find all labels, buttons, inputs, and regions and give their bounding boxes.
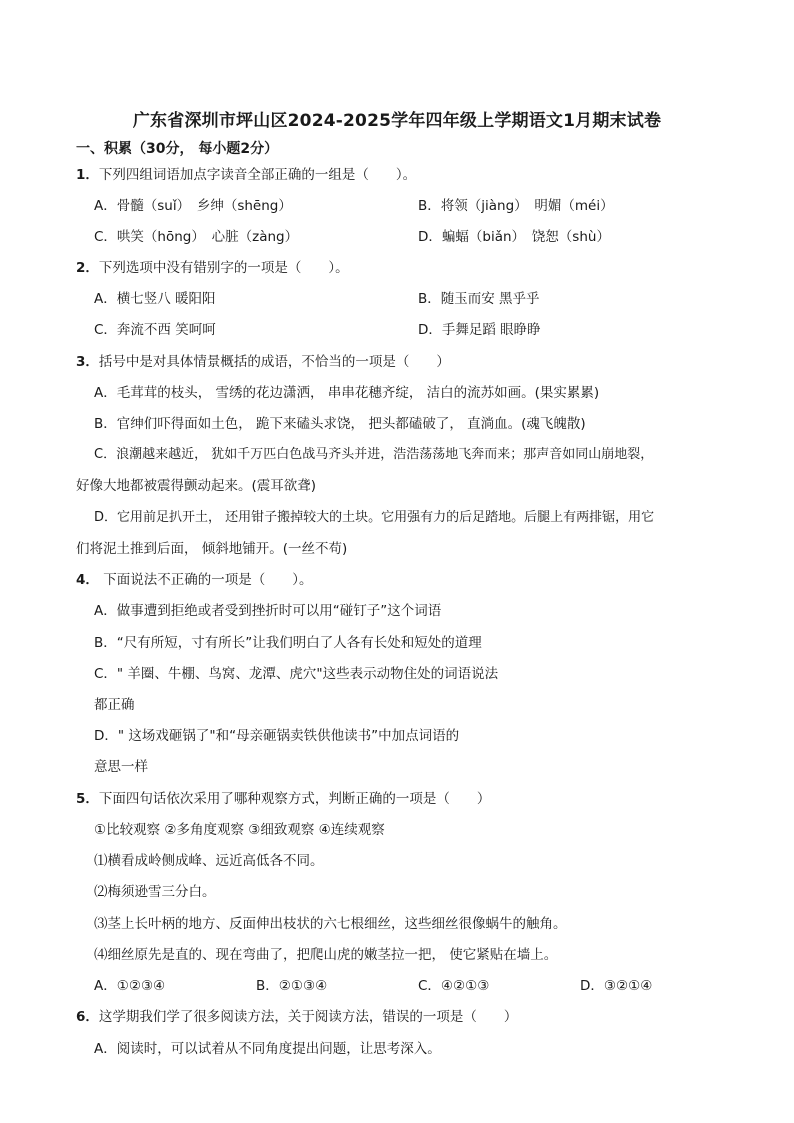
question-stem: 下列四组词语加点字读音全部正确的一组是（ ）。 (98, 167, 417, 183)
option-c-continued: 都正确 (94, 697, 135, 713)
question-stem: 下面说法不正确的一项是（ ）。 (98, 572, 313, 588)
option-b: B．官绅们吓得面如土色， 跪下来磕头求饶， 把头都磕破了， 直淌血。(魂飞魄散) (94, 416, 586, 432)
option-a: A．骨髓（suǐ） 乡绅（shēng） (94, 198, 292, 214)
question-4 (76, 571, 312, 589)
question-stem: 括号中是对具体情景概括的成语，不恰当的一项是（ ） (98, 354, 450, 370)
option-c: C．浪潮越来越近， 犹如千万匹白色战马齐头并进，浩浩荡荡地飞奔而来；那声音如同山崩地裂， (94, 447, 654, 462)
sentence-3: ⑶茎上长叶柄的地方、反面伸出枝状的六七根细丝，这些细丝很像蜗牛的触角。 (94, 916, 567, 932)
question-stem: 这学期我们学了很多阅读方法，关于阅读方法，错误的一项是（ ） (98, 1009, 518, 1025)
question-3 (76, 353, 450, 371)
option-a: A．阅读时，可以试着从不同角度提出问题，让思考深入。 (94, 1041, 441, 1057)
question-2 (76, 259, 349, 277)
option-a: A．毛茸茸的枝头， 雪绣的花边潇洒， 串串花穗齐绽， 洁白的流苏如画。(果实累累) (94, 385, 600, 401)
observation-methods: ①比较观察 ②多角度观察 ③细致观察 ④连续观察 (94, 822, 385, 838)
question-stem: 下列选项中没有错别字的一项是（ ）。 (98, 260, 349, 276)
question-6 (76, 1008, 517, 1026)
question-stem: 下面四句话依次采用了哪种观察方式，判断正确的一项是（ ） (98, 791, 491, 807)
question-number: 6． (76, 1009, 99, 1025)
option-b: B．②①③④ (256, 978, 328, 994)
option-d: D．" 这场戏砸锅了"和“母亲砸锅卖铁供他读书”中加点词语的 (94, 728, 460, 744)
option-d: D．③②①④ (580, 978, 653, 994)
question-number: 2． (76, 260, 99, 276)
section-heading: 一、积累（30分， 每小题2分） (76, 141, 279, 157)
option-d: D．它用前足扒开土， 还用钳子搬掉较大的土块。它用强有力的后足踏地。后腿上有两排锯，用它 (94, 510, 655, 525)
option-d: D．手舞足蹈 眼睁睁 (418, 322, 541, 338)
option-a: A．①②③④ (94, 978, 166, 994)
option-d-continued: 意思一样 (94, 759, 148, 775)
option-d: D．蝙蝠（biǎn） 饶恕（shù） (418, 229, 610, 245)
question-5 (76, 790, 490, 808)
option-b: B．“尺有所短，寸有所长”让我们明白了人各有长处和短处的道理 (94, 635, 482, 651)
question-number: 1． (76, 167, 99, 183)
option-a: A．横七竖八 暖阳阳 (94, 291, 216, 307)
option-a: A．做事遭到拒绝或者受到挫折时可以用“碰钉子”这个词语 (94, 603, 442, 619)
option-b: B．将领（jiàng） 明媚（méi） (418, 198, 614, 214)
question-1 (76, 166, 416, 184)
sentence-4: ⑷细丝原先是直的、现在弯曲了，把爬山虎的嫩茎拉一把， 使它紧贴在墙上。 (94, 947, 558, 963)
question-number: 4． (76, 572, 99, 588)
sentence-2: ⑵梅须逊雪三分白。 (94, 884, 216, 900)
question-number: 3． (76, 354, 99, 370)
question-number: 5． (76, 791, 99, 807)
option-d-continued: 们将泥土推到后面， 倾斜地铺开。(一丝不苟) (76, 541, 348, 557)
option-b: B．随玉而安 黑乎乎 (418, 291, 540, 307)
option-c: C．奔流不西 笑呵呵 (94, 322, 216, 338)
option-c: C．④②①③ (418, 978, 490, 994)
sentence-1: ⑴横看成岭侧成峰、远近高低各不同。 (94, 853, 324, 869)
option-c-continued: 好像大地都被震得颤动起来。(震耳欲聋) (76, 478, 317, 494)
option-c: C．" 羊圈、牛棚、鸟窝、龙潭、虎穴"这些表示动物住处的词语说法 (94, 666, 499, 682)
option-c: C．哄笑（hōng） 心脏（zàng） (94, 229, 299, 245)
exam-title: 广东省深圳市坪山区2024-2025学年四年级上学期语文1月期末试卷 (132, 111, 662, 131)
